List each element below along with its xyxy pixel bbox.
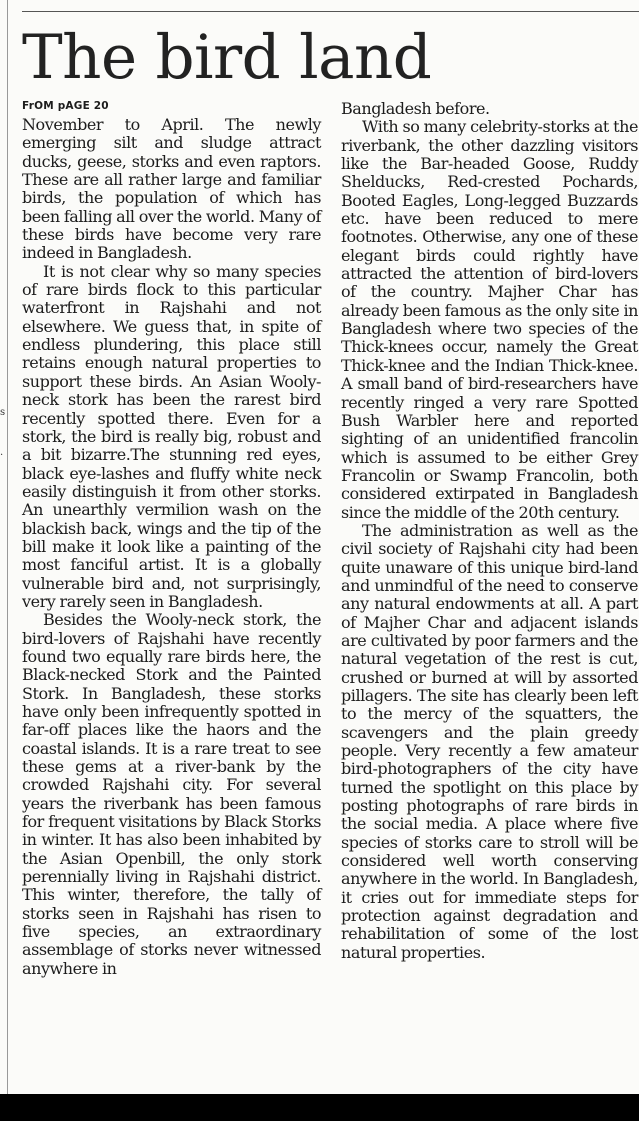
paragraph: It is not clear why so many species of rare birds flock to this particular waterfront in Rajshahi and not elsewhere. We guess that, in spite of endless plundering, this place still retains enough natural properties to support these birds. An Asian Wooly-neck stork has been the rarest bird recently spotted there. Even for a stork, the bird is really big, robust and a bit bizarre.The stunning red eyes, black eye-lashes and fluffy white neck easily distinguish it from other storks. An unearthly vermilion wash on the blackish back, wings and the tip of the bill make it look like a painting of the most fanciful artist. It is a globally vulnerable bird and, not surprisingly, very rarely seen in Bangladesh. <box>22 261 321 611</box>
article-column-left <box>22 100 321 978</box>
paragraph: November to April. The newly emerging silt and sludge attract ducks, geese, storks and even raptors. These are all rather large and familiar birds, the population of which has been falling all over the world. Many of these birds have become very rare indeed in Bangladesh. <box>22 115 321 263</box>
paragraph: Bangladesh before. <box>341 99 490 118</box>
article-column-right <box>341 100 638 962</box>
bottom-band <box>0 1094 639 1121</box>
paragraph: The administration as well as the civil society of Rajshahi city had been quite unaware of this unique bird-land and unmindful of the need to conserve any natural endowments at all. A part of Majher Char and adjacent islands are cultivated by poor farmers and the natural vegetation of the rest is cut, crushed or burned at will by assorted pillagers. The site has clearly been left to the mercy of the squatters, the scavengers and the plain greedy people. Very recently a few amateur bird-photographers of the city have turned the spotlight on this place by posting photographs of rare birds in the social media. A place where five species of storks care to stroll will be considered well worth conserving anywhere in the world. In Bangladesh, it cries out for immediate steps for protection against degradation and rehabilitation of some of the lost natural properties. <box>341 520 638 962</box>
article-headline: The bird land <box>22 22 432 93</box>
left-page-rule <box>7 0 8 1094</box>
jump-line: FrOM pAGE 20 <box>22 100 109 112</box>
paragraph: With so many celebrity-storks at the riverbank, the other dazzling visitors like the Bar-headed Goose, Ruddy Shelducks, Red-crested Pochards, Booted Eagles, Long-legged Buzzards etc. have been reduced to mere footnotes. Otherwise, any one of these elegant birds could rightly have attracted the attention of bird-lovers of the country. Majher Char has already been famous as the only site in Bangladesh where two species of the Thick-knees occur, namely the Great Thick-knee and the Indian Thick-knee. A small band of bird-researchers have recently ringed a very rare Spotted Bush Warbler here and reported sighting of an unidentified francolin which is assumed to be either Grey Francolin or Swamp Francolin, both considered extirpated in Bangladesh since the middle of the 20th century. <box>341 117 638 522</box>
paragraph: Besides the Wooly-neck stork, the bird-lovers of Rajshahi have recently found two equally rare birds here, the Black-necked Stork and the Painted Stork. In Bangladesh, these storks have only been infrequently spotted in far-off places like the haors and the coastal islands. It is a rare treat to see these gems at a river-bank by the crowded Rajshahi city. For several years the riverbank has been famous for frequent visitations by Black Storks in winter. It has also been inhabited by the Asian Openbill, the only stork perennially living in Rajshahi district. This winter, therefore, the tally of storks seen in Rajshahi has risen to five species, an extraordinary assemblage of storks never witnessed anywhere in <box>22 610 321 978</box>
margin-fragment: s <box>0 407 6 418</box>
top-rule <box>22 11 639 12</box>
margin-fragment: . <box>0 447 4 458</box>
